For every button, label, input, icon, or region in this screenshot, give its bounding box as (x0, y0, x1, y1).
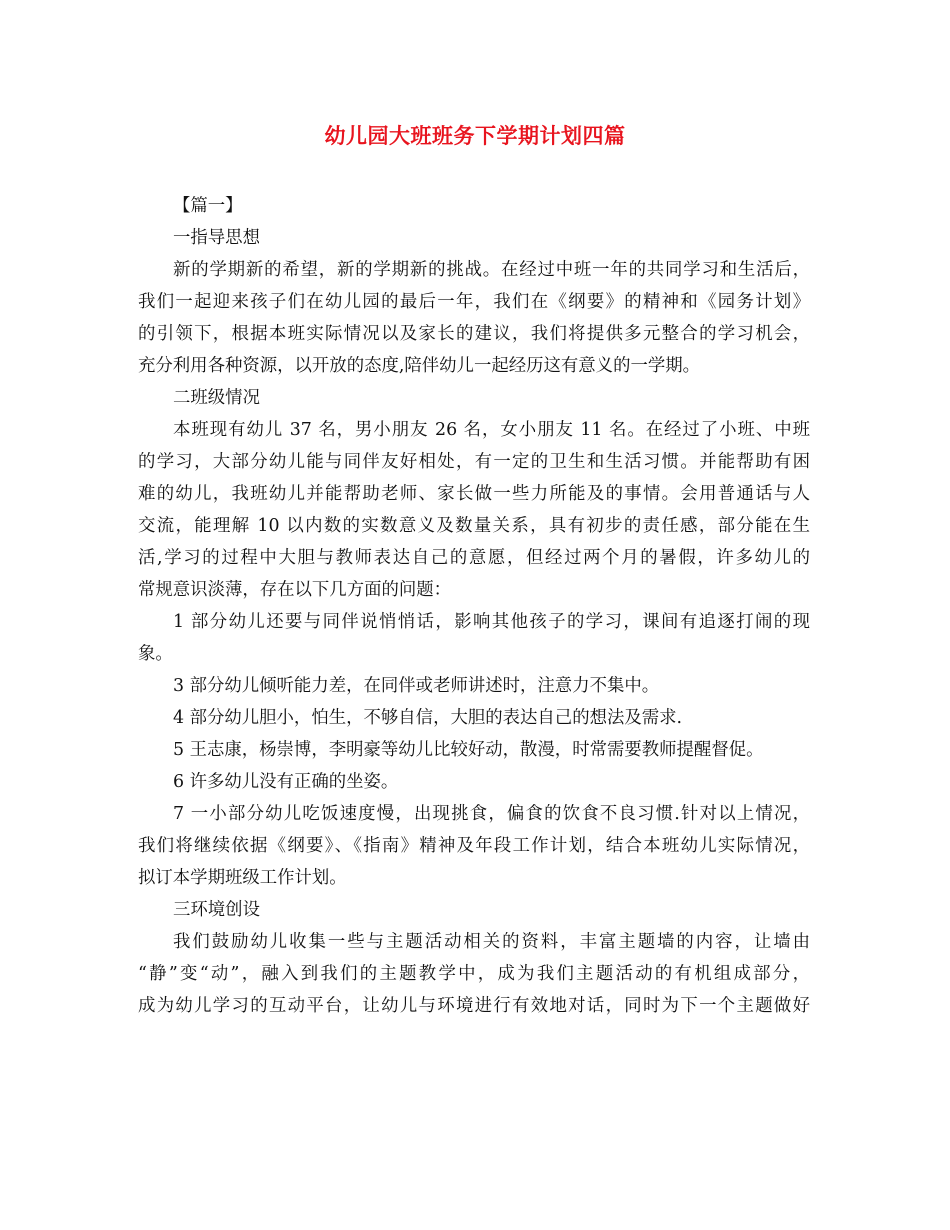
text-line: “静”变“动”，融入到我们的主题教学中，成为我们主题活动的有机组成部分， (138, 964, 810, 984)
text-line: 【篇一】 (173, 196, 243, 216)
text-line: 交流，能理解 10 以内数的实数意义及数量关系，具有初步的责任感，部分能在生 (138, 516, 810, 536)
text-line: 1 部分幼儿还要与同伴说悄悄话，影响其他孩子的学习，课间有追逐打闹的现 (173, 612, 810, 632)
text-line: 三环境创设 (173, 900, 260, 920)
text-line: 本班现有幼儿 37 名，男小朋友 26 名，女小朋友 11 名。在经过了小班、中班 (173, 420, 810, 440)
text-line: 7 一小部分幼儿吃饭速度慢，出现挑食，偏食的饮食不良习惯.针对以上情况， (173, 804, 810, 824)
text-line: 活,学习的过程中大胆与教师表达自己的意愿，但经过两个月的暑假，许多幼儿的 (138, 548, 810, 568)
text-line: 的学习，大部分幼儿能与同伴友好相处，有一定的卫生和生活习惯。并能帮助有困 (138, 452, 810, 472)
text-line: 我们鼓励幼儿收集一些与主题活动相关的资料，丰富主题墙的内容，让墙由 (173, 932, 810, 952)
text-line: 一指导思想 (173, 228, 260, 248)
text-line: 我们一起迎来孩子们在幼儿园的最后一年，我们在《纲要》的精神和《园务计划》 (138, 292, 810, 312)
text-line: 常规意识淡薄，存在以下几方面的问题： (138, 580, 452, 600)
text-line: 成为幼儿学习的互动平台，让幼儿与环境进行有效地对话，同时为下一个主题做好 (138, 996, 810, 1016)
text-line: 的引领下，根据本班实际情况以及家长的建议，我们将提供多元整合的学习机会， (138, 324, 810, 344)
text-line: 6 许多幼儿没有正确的坐姿。 (173, 772, 399, 792)
document-title: 幼儿园大班班务下学期计划四篇 (324, 124, 626, 148)
text-line: 难的幼儿，我班幼儿并能帮助老师、家长做一些力所能及的事情。会用普通话与人 (138, 484, 810, 504)
text-line: 新的学期新的希望，新的学期新的挑战。在经过中班一年的共同学习和生活后， (173, 260, 810, 280)
text-line: 二班级情况 (173, 388, 260, 408)
text-line: 我们将继续依据《纲要》、《指南》精神及年段工作计划，结合本班幼儿实际情况， (138, 836, 810, 856)
text-line: 4 部分幼儿胆小，怕生，不够自信，大胆的表达自己的想法及需求. (173, 708, 683, 728)
text-line: 5 王志康，杨崇博，李明豪等幼儿比较好动，散漫，时常需要教师提醒督促。 (173, 740, 764, 760)
text-line: 充分利用各种资源，以开放的态度,陪伴幼儿一起经历这有意义的一学期。 (138, 356, 701, 376)
document-body (138, 190, 810, 1022)
text-line: 拟订本学期班级工作计划。 (138, 868, 347, 888)
text-line: 象。 (138, 644, 173, 664)
text-line: 3 部分幼儿倾听能力差，在同伴或老师讲述时，注意力不集中。 (173, 676, 660, 696)
